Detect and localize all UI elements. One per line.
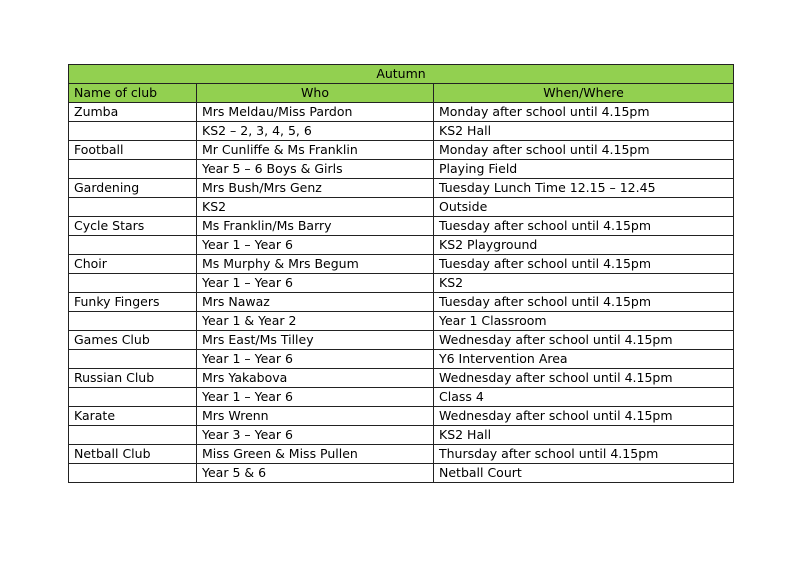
club-staff: Mr Cunliffe & Ms Franklin — [197, 141, 434, 160]
club-year-group: Year 1 – Year 6 — [197, 388, 434, 407]
season-row — [69, 65, 734, 84]
club-name-empty — [69, 426, 197, 445]
club-row — [69, 255, 734, 274]
club-time: Thursday after school until 4.15pm — [434, 445, 734, 464]
club-detail-row — [69, 464, 734, 483]
header-when-where: When/Where — [434, 84, 734, 103]
club-row — [69, 293, 734, 312]
club-time: Monday after school until 4.15pm — [434, 141, 734, 160]
club-location: Year 1 Classroom — [434, 312, 734, 331]
club-name: Games Club — [69, 331, 197, 350]
club-year-group: Year 5 & 6 — [197, 464, 434, 483]
club-detail-row — [69, 198, 734, 217]
club-name: Cycle Stars — [69, 217, 197, 236]
club-name-empty — [69, 464, 197, 483]
club-location: Playing Field — [434, 160, 734, 179]
club-name: Netball Club — [69, 445, 197, 464]
club-time: Tuesday after school until 4.15pm — [434, 255, 734, 274]
club-location: KS2 Hall — [434, 426, 734, 445]
club-time: Tuesday after school until 4.15pm — [434, 293, 734, 312]
club-row — [69, 331, 734, 350]
club-detail-row — [69, 122, 734, 141]
club-location: Y6 Intervention Area — [434, 350, 734, 369]
club-detail-row — [69, 388, 734, 407]
club-year-group: Year 5 – 6 Boys & Girls — [197, 160, 434, 179]
club-name-empty — [69, 388, 197, 407]
club-location: KS2 Playground — [434, 236, 734, 255]
header-who: Who — [197, 84, 434, 103]
club-name-empty — [69, 160, 197, 179]
header-club-name: Name of club — [69, 84, 197, 103]
club-row — [69, 103, 734, 122]
clubs-table — [68, 64, 734, 483]
club-staff: Ms Franklin/Ms Barry — [197, 217, 434, 236]
club-year-group: Year 3 – Year 6 — [197, 426, 434, 445]
club-time: Tuesday Lunch Time 12.15 – 12.45 — [434, 179, 734, 198]
club-time: Monday after school until 4.15pm — [434, 103, 734, 122]
club-row — [69, 369, 734, 388]
club-time: Tuesday after school until 4.15pm — [434, 217, 734, 236]
club-location: KS2 Hall — [434, 122, 734, 141]
club-name-empty — [69, 236, 197, 255]
club-row — [69, 407, 734, 426]
club-staff: Mrs East/Ms Tilley — [197, 331, 434, 350]
club-year-group: KS2 — [197, 198, 434, 217]
club-staff: Ms Murphy & Mrs Begum — [197, 255, 434, 274]
club-time: Wednesday after school until 4.15pm — [434, 407, 734, 426]
club-staff: Mrs Bush/Mrs Genz — [197, 179, 434, 198]
club-row — [69, 179, 734, 198]
club-name-empty — [69, 350, 197, 369]
club-row — [69, 141, 734, 160]
club-name-empty — [69, 274, 197, 293]
club-row — [69, 445, 734, 464]
club-location: KS2 — [434, 274, 734, 293]
club-detail-row — [69, 274, 734, 293]
club-name: Karate — [69, 407, 197, 426]
club-year-group: Year 1 & Year 2 — [197, 312, 434, 331]
club-time: Wednesday after school until 4.15pm — [434, 369, 734, 388]
club-detail-row — [69, 312, 734, 331]
club-name-empty — [69, 198, 197, 217]
season-title: Autumn — [69, 65, 734, 84]
club-name-empty — [69, 122, 197, 141]
club-location: Class 4 — [434, 388, 734, 407]
club-location: Netball Court — [434, 464, 734, 483]
club-name: Gardening — [69, 179, 197, 198]
club-staff: Mrs Yakabova — [197, 369, 434, 388]
column-header-row — [69, 84, 734, 103]
club-year-group: KS2 – 2, 3, 4, 5, 6 — [197, 122, 434, 141]
club-year-group: Year 1 – Year 6 — [197, 350, 434, 369]
club-name: Zumba — [69, 103, 197, 122]
club-staff: Miss Green & Miss Pullen — [197, 445, 434, 464]
club-location: Outside — [434, 198, 734, 217]
club-name: Football — [69, 141, 197, 160]
club-detail-row — [69, 160, 734, 179]
club-year-group: Year 1 – Year 6 — [197, 236, 434, 255]
club-name: Russian Club — [69, 369, 197, 388]
club-staff: Mrs Nawaz — [197, 293, 434, 312]
club-staff: Mrs Meldau/Miss Pardon — [197, 103, 434, 122]
club-detail-row — [69, 350, 734, 369]
club-time: Wednesday after school until 4.15pm — [434, 331, 734, 350]
club-detail-row — [69, 236, 734, 255]
club-year-group: Year 1 – Year 6 — [197, 274, 434, 293]
club-name: Funky Fingers — [69, 293, 197, 312]
club-detail-row — [69, 426, 734, 445]
club-name-empty — [69, 312, 197, 331]
club-name: Choir — [69, 255, 197, 274]
club-staff: Mrs Wrenn — [197, 407, 434, 426]
clubs-body — [69, 103, 734, 483]
club-row — [69, 217, 734, 236]
